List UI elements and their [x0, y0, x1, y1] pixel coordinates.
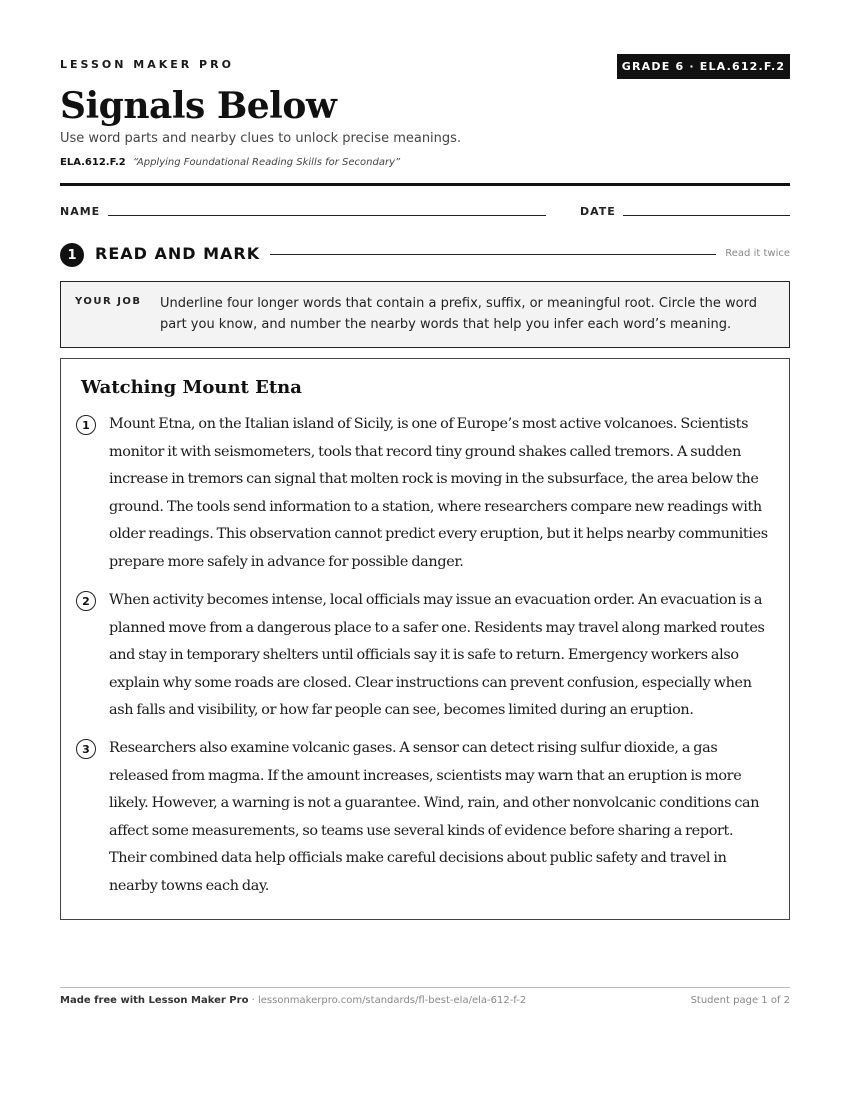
paragraph-text: Mount Etna, on the Italian island of Sicily, is one of Europe’s most active volcanoes. Scientists monitor it with seismometers, tools that record tiny ground shakes called tremors. A sudden increase in tremors can signal that molten rock is moving in the subsurface, the area below the ground. The tools send information to a station, where researchers compare new readings with older readings. This observation cannot predict every eruption, but it helps nearby communities prepare more safely in advance for possible danger.	[109, 416, 768, 570]
page-title: Signals Below	[60, 85, 337, 127]
date-field[interactable]	[623, 215, 790, 216]
section-note: Read it twice	[725, 248, 790, 259]
grade-badge: GRADE 6 · ELA.612.F.2	[617, 54, 790, 79]
passage-title: Watching Mount Etna	[81, 377, 302, 398]
section-title: READ AND MARK	[95, 244, 261, 263]
name-field[interactable]	[108, 215, 546, 216]
name-label: NAME	[60, 205, 101, 218]
reading-passage	[60, 358, 790, 920]
paragraph-text: Researchers also examine volcanic gases. A sensor can detect rising sulfur dioxide, a gas released from magma. If the amount increases, scientists may warn that an eruption is more likely. However, a warning is not a guarantee. Wind, rain, and other nonvolcanic conditions can affect some measurements, so teams use several kinds of evidence before sharing a report. Their combined data help officials make careful decisions about public safety and travel in nearby towns each day.	[109, 740, 760, 894]
paragraph-number: 2	[76, 591, 96, 611]
job-instructions-box	[60, 281, 790, 348]
standard-line	[60, 157, 400, 168]
job-label: YOUR JOB	[75, 296, 142, 307]
header-divider	[60, 183, 790, 186]
section-number-badge: 1	[60, 243, 84, 267]
paragraph-text: When activity becomes intense, local officials may issue an evacuation order. An evacuation is a planned move from a dangerous place to a safer one. Residents may travel along marked routes and stay in temporary shelters until officials say it is safe to return. Emergency workers also explain why some roads are closed. Clear instructions can prevent confusion, especially when ash falls and visibility, or how far people can see, becomes limited during an eruption.	[109, 592, 765, 718]
job-text: Underline four longer words that contain a prefix, suffix, or meaningful root. Circle the word part you know, and number the nearby words that help you infer each word’s meaning.	[160, 296, 757, 332]
footer-made-with: Made free with Lesson Maker Pro	[60, 995, 249, 1006]
date-label: DATE	[580, 205, 616, 218]
standard-code: ELA.612.F.2	[60, 157, 126, 168]
footer-credit	[60, 995, 526, 1006]
footer-page-number: Student page 1 of 2	[690, 995, 790, 1006]
worksheet-page	[60, 0, 790, 1100]
footer-url[interactable]: · lessonmakerpro.com/standards/fl-best-ela/ela-612-f-2	[248, 995, 527, 1006]
footer-divider	[60, 987, 790, 988]
section-rule	[270, 254, 716, 255]
brand-name: LESSON MAKER PRO	[60, 58, 234, 71]
paragraph-number: 1	[76, 415, 96, 435]
standard-description: “Applying Foundational Reading Skills for Secondary”	[132, 157, 401, 168]
page-subtitle: Use word parts and nearby clues to unlock precise meanings.	[60, 131, 462, 146]
paragraph-number: 3	[76, 739, 96, 759]
